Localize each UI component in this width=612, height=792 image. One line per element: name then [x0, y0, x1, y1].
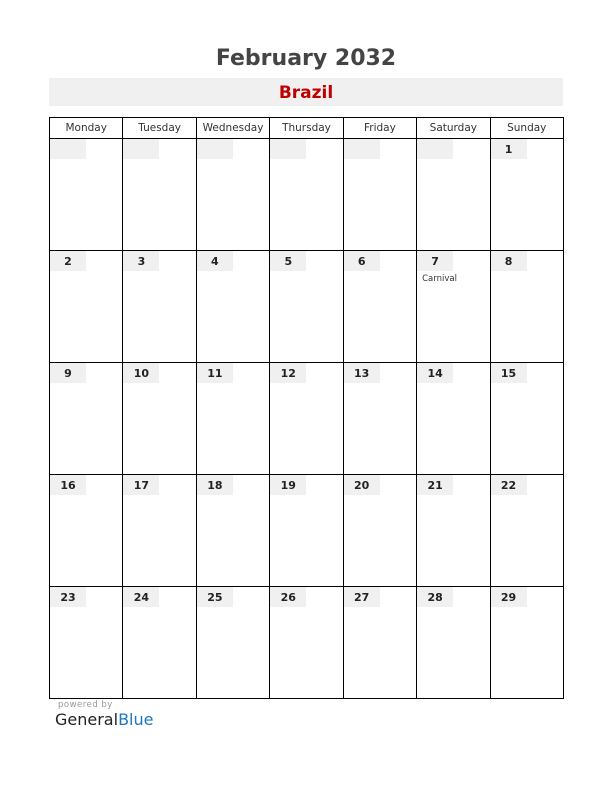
day-number	[417, 139, 453, 159]
country-banner	[49, 78, 563, 106]
day-cell[interactable]	[417, 139, 490, 251]
day-number: 27	[344, 587, 380, 607]
day-number: 17	[123, 475, 159, 495]
day-cell[interactable]	[50, 139, 123, 251]
day-cell[interactable]	[50, 363, 123, 475]
day-number: 18	[197, 475, 233, 495]
day-cell[interactable]	[417, 475, 490, 587]
day-number: 7	[417, 251, 453, 271]
day-number	[123, 139, 159, 159]
day-cell[interactable]	[196, 251, 269, 363]
day-number: 1	[491, 139, 527, 159]
day-number: 22	[491, 475, 527, 495]
day-number	[50, 139, 86, 159]
day-cell[interactable]	[270, 251, 343, 363]
day-cell[interactable]	[123, 587, 196, 699]
week-row	[50, 587, 564, 699]
day-cell[interactable]	[123, 251, 196, 363]
day-number: 10	[123, 363, 159, 383]
weekday-monday: Monday	[50, 118, 123, 139]
day-cell[interactable]	[417, 363, 490, 475]
weekday-thursday: Thursday	[270, 118, 343, 139]
week-row	[50, 363, 564, 475]
day-cell[interactable]	[490, 251, 563, 363]
day-number	[197, 139, 233, 159]
week-row	[50, 251, 564, 363]
day-cell[interactable]	[196, 475, 269, 587]
day-cell[interactable]	[50, 251, 123, 363]
day-cell[interactable]	[270, 587, 343, 699]
day-cell[interactable]	[417, 251, 490, 363]
day-cell[interactable]	[196, 363, 269, 475]
day-number: 3	[123, 251, 159, 271]
day-number: 19	[270, 475, 306, 495]
day-number: 9	[50, 363, 86, 383]
weekday-wednesday: Wednesday	[196, 118, 269, 139]
day-cell[interactable]	[270, 139, 343, 251]
footer	[55, 700, 153, 729]
day-cell[interactable]	[490, 587, 563, 699]
day-cell[interactable]	[343, 475, 416, 587]
day-number: 13	[344, 363, 380, 383]
generalblue-logo[interactable]: GeneralBlue	[55, 710, 154, 729]
day-number: 12	[270, 363, 306, 383]
day-number: 8	[491, 251, 527, 271]
weekday-header-row	[50, 118, 564, 139]
day-cell[interactable]	[343, 587, 416, 699]
day-cell[interactable]	[490, 139, 563, 251]
day-number: 14	[417, 363, 453, 383]
day-cell[interactable]	[123, 363, 196, 475]
weekday-sunday: Sunday	[490, 118, 563, 139]
day-cell[interactable]	[343, 363, 416, 475]
day-cell[interactable]	[270, 363, 343, 475]
day-number: 2	[50, 251, 86, 271]
day-number: 16	[50, 475, 86, 495]
day-cell[interactable]	[343, 251, 416, 363]
day-number: 15	[491, 363, 527, 383]
day-number: 25	[197, 587, 233, 607]
day-number	[344, 139, 380, 159]
day-cell[interactable]	[343, 139, 416, 251]
weekday-tuesday: Tuesday	[123, 118, 196, 139]
holiday-label: Carnival	[422, 274, 457, 284]
day-cell[interactable]	[196, 139, 269, 251]
week-row	[50, 475, 564, 587]
day-cell[interactable]	[417, 587, 490, 699]
day-number: 4	[197, 251, 233, 271]
day-cell[interactable]	[123, 475, 196, 587]
day-number: 5	[270, 251, 306, 271]
day-number: 6	[344, 251, 380, 271]
week-row	[50, 139, 564, 251]
day-number: 21	[417, 475, 453, 495]
day-cell[interactable]	[490, 363, 563, 475]
day-number: 28	[417, 587, 453, 607]
day-cell[interactable]	[123, 139, 196, 251]
day-number: 24	[123, 587, 159, 607]
day-cell[interactable]	[196, 587, 269, 699]
day-cell[interactable]	[490, 475, 563, 587]
day-number: 29	[491, 587, 527, 607]
day-cell[interactable]	[270, 475, 343, 587]
powered-by-label: powered by	[58, 700, 113, 710]
weekday-saturday: Saturday	[417, 118, 490, 139]
day-cell[interactable]	[50, 475, 123, 587]
country-name: Brazil	[278, 83, 334, 103]
day-number: 23	[50, 587, 86, 607]
weekday-friday: Friday	[343, 118, 416, 139]
day-number	[270, 139, 306, 159]
day-number: 20	[344, 475, 380, 495]
day-number: 26	[270, 587, 306, 607]
day-number: 11	[197, 363, 233, 383]
calendar-grid	[49, 117, 564, 699]
page-title: February 2032	[215, 46, 397, 71]
day-cell[interactable]	[50, 587, 123, 699]
